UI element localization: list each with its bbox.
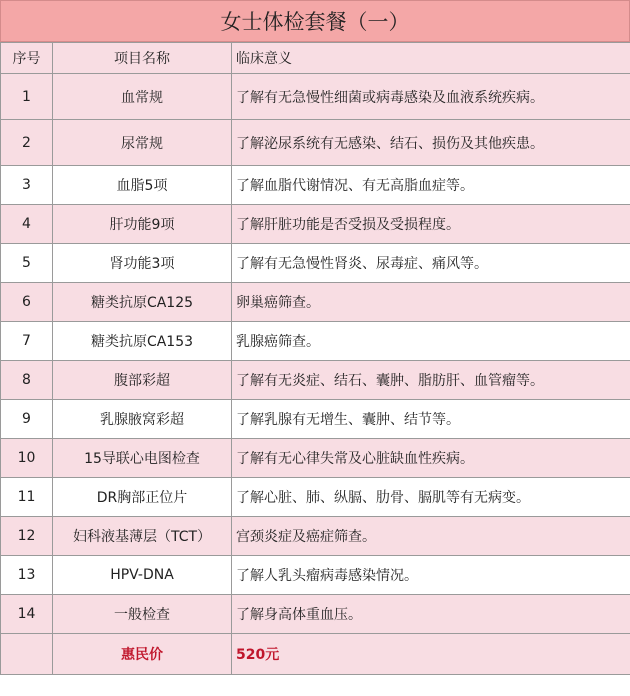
row-item: HPV-DNA <box>53 556 232 595</box>
row-no: 2 <box>1 120 53 166</box>
row-item: 肝功能9项 <box>53 205 232 244</box>
table-row <box>1 120 630 166</box>
row-item: 15导联心电图检查 <box>53 439 232 478</box>
table-row <box>1 205 630 244</box>
row-meaning: 了解心脏、肺、纵膈、肋骨、膈肌等有无病变。 <box>232 478 630 517</box>
price-label: 惠民价 <box>121 647 163 663</box>
row-item: 糖类抗原CA125 <box>53 283 232 322</box>
table-row <box>1 556 630 595</box>
row-no: 9 <box>1 400 53 439</box>
row-no: 7 <box>1 322 53 361</box>
header-item: 项目名称 <box>53 43 232 74</box>
row-no: 12 <box>1 517 53 556</box>
table-header-row <box>1 43 630 74</box>
header-no: 序号 <box>1 43 53 74</box>
row-meaning: 了解乳腺有无增生、囊肿、结节等。 <box>232 400 630 439</box>
row-no: 14 <box>1 595 53 634</box>
package-table <box>0 42 630 675</box>
table-row <box>1 478 630 517</box>
row-item: 腹部彩超 <box>53 361 232 400</box>
table-row <box>1 283 630 322</box>
row-item: 血脂5项 <box>53 166 232 205</box>
row-meaning: 了解有无急慢性肾炎、尿毒症、痛风等。 <box>232 244 630 283</box>
row-meaning: 了解有无炎症、结石、囊肿、脂肪肝、血管瘤等。 <box>232 361 630 400</box>
price-value-cell <box>232 634 630 675</box>
row-item: 乳腺腋窝彩超 <box>53 400 232 439</box>
table-row <box>1 361 630 400</box>
table-row <box>1 517 630 556</box>
row-meaning: 卵巢癌筛查。 <box>232 283 630 322</box>
row-item: DR胸部正位片 <box>53 478 232 517</box>
row-meaning: 了解泌尿系统有无感染、结石、损伤及其他疾患。 <box>232 120 630 166</box>
row-no: 13 <box>1 556 53 595</box>
row-meaning: 了解人乳头瘤病毒感染情况。 <box>232 556 630 595</box>
row-no: 4 <box>1 205 53 244</box>
table-row <box>1 322 630 361</box>
price-row <box>1 634 630 675</box>
row-no: 6 <box>1 283 53 322</box>
table-row <box>1 244 630 283</box>
row-meaning: 了解有无急慢性细菌或病毒感染及血液系统疾病。 <box>232 74 630 120</box>
row-item: 肾功能3项 <box>53 244 232 283</box>
price-empty-cell <box>1 634 53 675</box>
row-meaning: 乳腺癌筛查。 <box>232 322 630 361</box>
row-item: 糖类抗原CA153 <box>53 322 232 361</box>
row-no: 5 <box>1 244 53 283</box>
row-no: 3 <box>1 166 53 205</box>
table-row <box>1 439 630 478</box>
row-no: 8 <box>1 361 53 400</box>
row-no: 11 <box>1 478 53 517</box>
row-meaning: 宫颈炎症及癌症筛查。 <box>232 517 630 556</box>
row-item: 血常规 <box>53 74 232 120</box>
header-meaning: 临床意义 <box>232 43 630 74</box>
table-row <box>1 166 630 205</box>
row-meaning: 了解肝脏功能是否受损及受损程度。 <box>232 205 630 244</box>
row-item: 妇科液基薄层（TCT） <box>53 517 232 556</box>
row-meaning: 了解身高体重血压。 <box>232 595 630 634</box>
row-item: 一般检查 <box>53 595 232 634</box>
table-row <box>1 595 630 634</box>
row-meaning: 了解血脂代谢情况、有无高脂血症等。 <box>232 166 630 205</box>
table-row <box>1 74 630 120</box>
package-title: 女士体检套餐（一） <box>0 0 630 42</box>
row-no: 1 <box>1 74 53 120</box>
price-value: 520元 <box>236 647 280 663</box>
row-meaning: 了解有无心律失常及心脏缺血性疾病。 <box>232 439 630 478</box>
price-label-cell <box>53 634 232 675</box>
row-item: 尿常规 <box>53 120 232 166</box>
row-no: 10 <box>1 439 53 478</box>
table-row <box>1 400 630 439</box>
